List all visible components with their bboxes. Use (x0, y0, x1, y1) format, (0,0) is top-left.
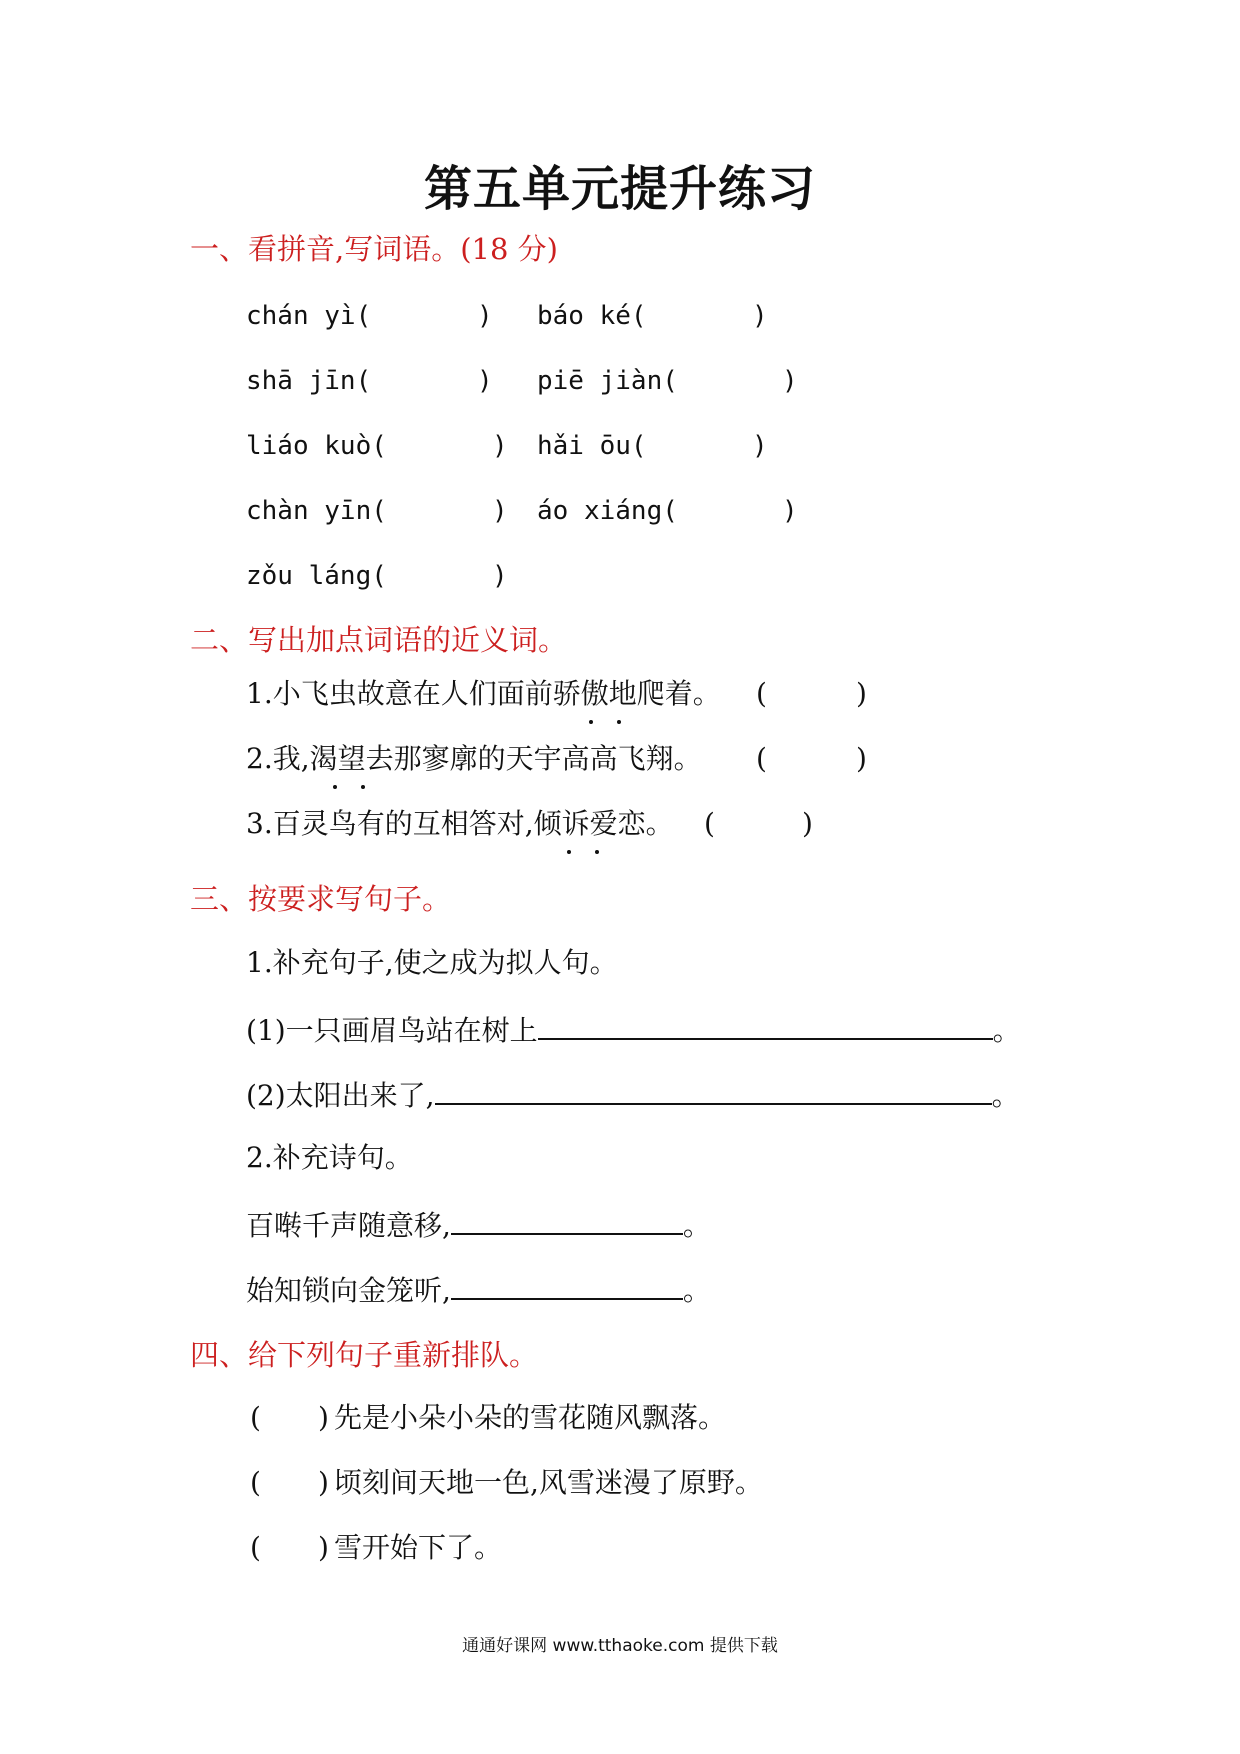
pinyin-2-close: ) (752, 301, 768, 331)
order-3-close: ) (318, 1531, 329, 1564)
pinyin-9: zǒu láng( (246, 561, 387, 591)
order-sentence-2: 顷刻间天地一色,风雪迷漫了原野。 (334, 1466, 763, 1499)
emphasis-dot (333, 785, 337, 789)
footer-source: 通通好课网 www.tthaoke.com 提供下载 (462, 1636, 778, 1656)
sentence-end: 。 (682, 1274, 711, 1307)
synonym-3-close: ) (802, 807, 813, 840)
answer-blank[interactable] (538, 1008, 993, 1040)
poem-line-1-text: 百啭千声随意移, (246, 1209, 451, 1242)
order-1-open: ( (250, 1401, 261, 1434)
section-4-heading: 四、给下列句子重新排队。 (190, 1338, 539, 1372)
pinyin-6: hǎi ōu( (537, 431, 647, 461)
answer-blank[interactable] (435, 1073, 992, 1105)
sentence-item-1 (246, 1008, 1021, 1051)
synonym-3-open: ( (704, 807, 715, 840)
pinyin-7-close: ) (492, 496, 508, 526)
sentence-item-2 (246, 1073, 1020, 1116)
sentence-end: 。 (992, 1014, 1021, 1047)
emphasis-dot (567, 850, 571, 854)
order-3-open: ( (250, 1531, 261, 1564)
pinyin-1-close: ) (477, 301, 493, 331)
emphasis-dot (361, 785, 365, 789)
pinyin-7: chàn yīn( (246, 496, 387, 526)
answer-blank[interactable] (451, 1268, 683, 1300)
poem-line-1 (246, 1203, 711, 1246)
synonym-2-open: ( (756, 742, 767, 775)
pinyin-5: liáo kuò( (246, 431, 387, 461)
answer-blank[interactable] (451, 1203, 683, 1235)
pinyin-1: chán yì( (246, 301, 372, 331)
synonym-1-open: ( (756, 677, 767, 710)
poem-line-2-text: 始知锁向金笼听, (246, 1274, 451, 1307)
pinyin-4: piē jiàn( (537, 366, 678, 396)
order-2-open: ( (250, 1466, 261, 1499)
sentence-item-2-text: (2)太阳出来了, (246, 1079, 435, 1112)
sentence-end: 。 (682, 1209, 711, 1242)
section-1-heading: 一、看拼音,写词语。(18 分) (190, 232, 558, 266)
synonym-question-2: 2.我,渴望去那寥廓的天宇高高飞翔。 (246, 742, 702, 775)
emphasis-dot (617, 720, 621, 724)
synonym-question-1: 1.小飞虫故意在人们面前骄傲地爬着。 (246, 677, 721, 710)
order-1-close: ) (318, 1401, 329, 1434)
synonym-question-3: 3.百灵鸟有的互相答对,倾诉爱恋。 (246, 807, 674, 840)
sentence-end: 。 (991, 1079, 1020, 1112)
sentence-subtask-1: 1.补充句子,使之成为拟人句。 (246, 946, 618, 979)
sentence-subtask-2: 2.补充诗句。 (246, 1141, 413, 1174)
page-title: 第五单元提升练习 (423, 161, 816, 217)
emphasis-dot (589, 720, 593, 724)
pinyin-4-close: ) (782, 366, 798, 396)
synonym-2-close: ) (856, 742, 867, 775)
pinyin-3: shā jīn( (246, 366, 372, 396)
pinyin-2: báo ké( (537, 301, 647, 331)
sentence-item-1-text: (1)一只画眉鸟站在树上 (246, 1014, 538, 1047)
pinyin-8: áo xiáng( (537, 496, 678, 526)
pinyin-9-close: ) (492, 561, 508, 591)
order-sentence-3: 雪开始下了。 (334, 1531, 503, 1564)
emphasis-dot (595, 850, 599, 854)
pinyin-6-close: ) (752, 431, 768, 461)
section-3-heading: 三、按要求写句子。 (190, 882, 452, 916)
poem-line-2 (246, 1268, 711, 1311)
order-2-close: ) (318, 1466, 329, 1499)
section-2-heading: 二、写出加点词语的近义词。 (190, 623, 568, 657)
synonym-1-close: ) (856, 677, 867, 710)
pinyin-3-close: ) (477, 366, 493, 396)
order-sentence-1: 先是小朵小朵的雪花随风飘落。 (334, 1401, 727, 1434)
pinyin-8-close: ) (782, 496, 798, 526)
pinyin-5-close: ) (492, 431, 508, 461)
